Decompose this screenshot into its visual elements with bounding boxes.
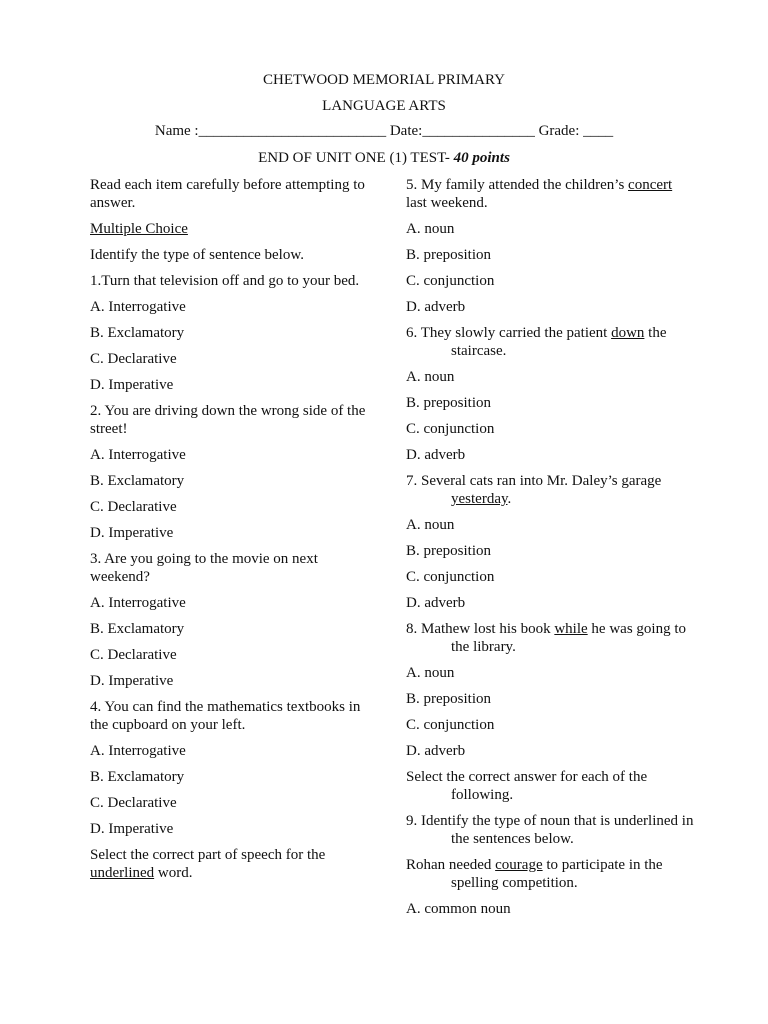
question-5 — [406, 176, 696, 212]
q5-option-d: D. adverb — [406, 299, 466, 315]
q9-underlined-word: courage — [495, 857, 543, 873]
q8-option-c: C. conjunction — [406, 717, 495, 733]
question-2: 2. You are driving down the wrong side of the street! — [90, 403, 366, 437]
school-name: CHETWOOD MEMORIAL PRIMARY — [263, 72, 505, 88]
test-title-text: END OF UNIT ONE (1) TEST- — [258, 150, 454, 166]
q6-option-b: B. preposition — [406, 395, 491, 411]
q9-sentence-end: to participate in the spelling competition. — [451, 857, 663, 891]
question-4: 4. You can find the mathematics textbooks in the cupboard on your left. — [90, 699, 361, 733]
q6-option-a: A. noun — [406, 369, 455, 385]
pos-prompt-end: word. — [154, 865, 193, 881]
q8-option-a: A. noun — [406, 665, 455, 681]
pos-prompt-text: Select the correct part of speech for the — [90, 847, 326, 863]
test-title — [0, 150, 768, 167]
q4-option-d: D. Imperative — [90, 821, 174, 837]
q4-option-a: A. Interrogative — [90, 743, 186, 759]
q1-option-a: A. Interrogative — [90, 299, 186, 315]
q2-option-a: A. Interrogative — [90, 447, 186, 463]
question-8 — [406, 620, 696, 656]
q1-option-b: B. Exclamatory — [90, 325, 185, 341]
q1-option-c: C. Declarative — [90, 351, 177, 367]
q5-option-a: A. noun — [406, 221, 455, 237]
q4-option-b: B. Exclamatory — [90, 769, 185, 785]
q5-text-end: last weekend. — [406, 195, 488, 211]
q7-underlined-word: yesterday — [451, 491, 508, 507]
q9-option-a: A. common noun — [406, 901, 511, 917]
q7-option-a: A. noun — [406, 517, 455, 533]
instructions: Read each item carefully before attempting to answer. — [90, 177, 365, 211]
q5-option-c: C. conjunction — [406, 273, 495, 289]
q7-text-end: . — [507, 491, 512, 507]
question-3: 3. Are you going to the movie on next weekend? — [90, 551, 318, 585]
q3-option-d: D. Imperative — [90, 673, 174, 689]
q6-underlined-word: down — [611, 325, 645, 341]
q9-sentence-text: Rohan needed — [406, 857, 496, 873]
q2-option-d: D. Imperative — [90, 525, 174, 541]
q9-sentence — [406, 856, 696, 892]
q2-option-b: B. Exclamatory — [90, 473, 185, 489]
q8-text-end: he was going to the library. — [451, 621, 686, 655]
q7-option-b: B. preposition — [406, 543, 491, 559]
q5-underlined-word: concert — [628, 177, 673, 193]
q8-option-d: D. adverb — [406, 743, 466, 759]
q3-option-c: C. Declarative — [90, 647, 177, 663]
pos-prompt-underlined: underlined — [90, 865, 155, 881]
q4-option-c: C. Declarative — [90, 795, 177, 811]
q5-text: 5. My family attended the children’s — [406, 177, 629, 193]
q8-text: 8. Mathew lost his book — [406, 621, 555, 637]
q3-option-a: A. Interrogative — [90, 595, 186, 611]
q7-text: 7. Several cats ran into Mr. Daley’s garage — [406, 473, 662, 489]
q2-option-c: C. Declarative — [90, 499, 177, 515]
subject-title: LANGUAGE ARTS — [322, 98, 446, 114]
name-date-grade-line: Name :_________________________ Date:_______________ Grade: ____ — [154, 123, 614, 139]
q8-option-b: B. preposition — [406, 691, 491, 707]
sentence-type-prompt: Identify the type of sentence below. — [90, 247, 304, 263]
question-9: 9. Identify the type of noun that is underlined in the sentences below. — [406, 813, 694, 847]
question-1: 1.Turn that television off and go to your bed. — [90, 273, 360, 289]
q6-option-c: C. conjunction — [406, 421, 495, 437]
select-correct-prompt: Select the correct answer for each of the following. — [406, 769, 648, 803]
question-7 — [406, 472, 696, 508]
q7-option-d: D. adverb — [406, 595, 466, 611]
part-of-speech-prompt — [90, 846, 376, 882]
q6-text-end: the staircase. — [451, 325, 667, 359]
left-column — [90, 176, 376, 890]
q7-option-c: C. conjunction — [406, 569, 495, 585]
q6-option-d: D. adverb — [406, 447, 466, 463]
q1-option-d: D. Imperative — [90, 377, 174, 393]
test-points: 40 points — [453, 150, 510, 166]
q8-underlined-word: while — [554, 621, 588, 637]
question-6 — [406, 324, 696, 360]
section-heading: Multiple Choice — [90, 221, 188, 237]
q6-text: 6. They slowly carried the patient — [406, 325, 612, 341]
q3-option-b: B. Exclamatory — [90, 621, 185, 637]
right-column — [406, 176, 696, 926]
q5-option-b: B. preposition — [406, 247, 491, 263]
